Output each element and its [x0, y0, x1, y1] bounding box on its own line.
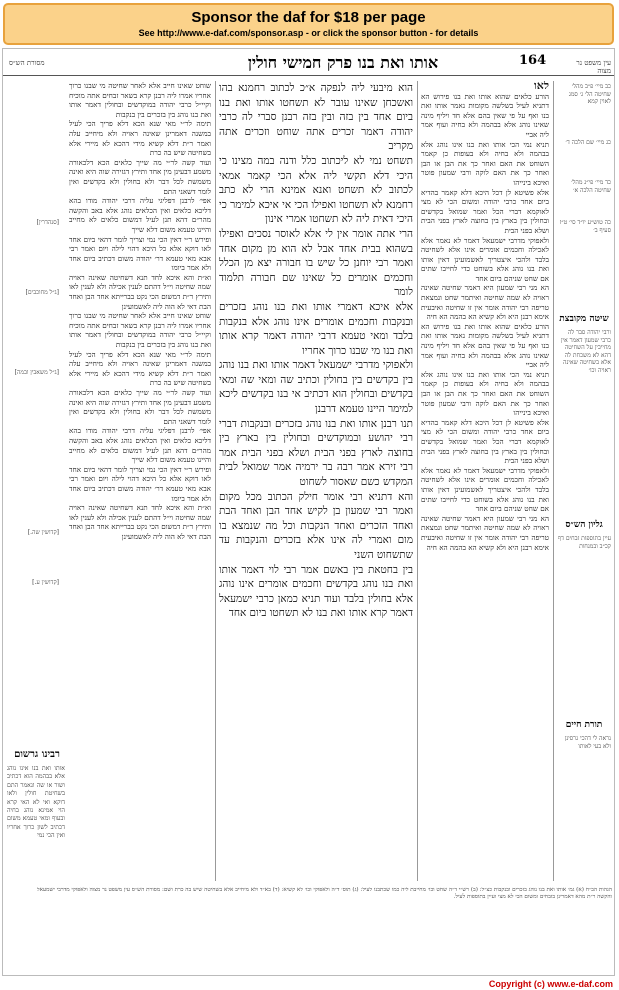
- rashi-paragraph: אלא פשיטא לן דכל היכא דלא קאמר בהדיא ביום אחד כרבי יהודה ומשום הכי לא מצי לאוקמא דברי הכל ואמר שמואל בקדשים ובחולין בין בארץ בין בחוצה לארץ בפני הבית ושלא בפני הבית: [421, 187, 549, 235]
- rashi-paragraph: ולאפוקי מדרבי ישמעאל דאמר לא נאמר אלא לאכילה וחכמים אומרים אינו אלא לשחיטה בלבד ולהכי איצטריך לאשמועינן דאין אותו ואת בנו נוהג אלא בשוחט כדי לחייבו שתים אם שחט שניהם ביום אחד: [421, 465, 549, 514]
- torat-chaim-text: נראה לי דהכי גרסינן ולא בעי לאותו: [564, 735, 611, 750]
- page-header: [3, 53, 614, 75]
- margin-note-left-3: [ג״ל משאבין ובמה]: [14, 369, 59, 376]
- tosafot-paragraph: שוחט שאינו חייב אלא לאחר שחיטה מי שבנו כרוך אחריו אמרו ליה רבנן קרא בשאר זבחים אתה מוכיח וקיי״ל כרבי יהודה במוקדשים ובחולין דאמר אותו ואת בנו נוהג בין בזכרים בין בנקבות: [69, 81, 211, 119]
- gemara-paragraph: בין בחטאת בין באשם אמר רבי לוי דאמר אותו ואת בנו נוהג בקדשים וחכמים אומרים אינו נוהג אלא בחולין בלבד ועוד תניא כמאן כרבי ישמעאל דאמר קרא אותו ואת בנו לא תשחטו ביום אחד: [219, 563, 413, 620]
- rashi-paragraph: הא מני רבי שמעון היא דאמר שחיטה שאינה ראויה לא שמה שחיטה ואיתמר שחט ונמצאת טריפה רבי יהודה אומר אין זו שחיטה ואיבעית אימא רבנן היא ולא קשיא הא בהמה הא חיה: [421, 283, 549, 322]
- gemara-paragraph: אלא איכא דאמרי אותו ואת בנו נוהג בזכרים ובנקבות וחכמים אומרים אינו נוהג אלא בנקבות בלבד ומאי טעמא דרבי יהודה דאמר קרא אותו ואת בנו מי שבנו כרוך אחריו: [219, 300, 413, 357]
- shita-mekubetzet-heading: שיטה מקובצת: [559, 314, 609, 324]
- ein-mishpat-note: כה טוש״ע יו״ד סי׳ ט״ז סעיף ב׳: [559, 219, 611, 234]
- footnotes-text: הגהות הב״ח (א) גמ׳ אותו ואת בנו נוהג בזכרים ובנקבות כצ״ל: (ב) רש״י ד״ה שחט וכו׳ מחייבת ליה כמו שכתבנו לעיל: (ג) תוס׳ ד״ה ולאפוקי וכו׳ לא קשיא: (ד) בא״ד ולא מיחייב אלא בשחיטה שיש בה כרת ושם: מסורת הש״ס עין משפט נר מצוה ולאפוקי מדרבי ישמעאל והקשה ר״ת מהא דאמרינן בזבחים ומשום הכי לא מצי ועיין בתוספות לעיל.: [37, 887, 612, 901]
- rashi-paragraph: ולאפוקי מדרבי ישמעאל דאמר לא נאמר אלא לאכילה וחכמים אומרים אינו אלא לשחיטה בלבד ולהכי איצטריך לאשמועינן דאין אותו ואת בנו נוהג אלא בשוחט כדי לחייבו שתים אם שחט שניהם ביום אחד: [421, 235, 549, 283]
- header-rule: [3, 75, 614, 76]
- column-divider: [215, 81, 216, 881]
- tosafot-paragraph: וא״ת והא איכא לחד תנא דשחיטה שאינה ראויה שמה שחיטה וי״ל דהתם לענין אכילה ולא לענין לאו ותירץ ר״ת דמשום הכי נקט בברייתא אחד הבן ואחד הבת דאי לא הוה ליה לאשמועינן: [69, 272, 211, 311]
- gemara-column: [219, 81, 413, 857]
- rashi-paragraph: הורע כלאים שהוא אותו ואת בנו פירוש הא דתניא לעיל בשלשה מקומות נאמר אותו ואת בנו ואף על פי שאין בהם אלא חד ויליף מינה שאינו נוהג אלא בבהמה ולא בחיה ועוף אמר ליה אביי: [421, 321, 549, 370]
- tosafot-paragraph: ופירש ר״י דאין הכי נמי וצריך לומר דהאי ביום אחד לאו דוקא אלא כל היכא דהוי לילה ויום ואמר רבי אבא מאי טעמא דר׳ יהודה משום דכתיב ביום אחד ולא אמר ביומו: [69, 234, 211, 273]
- margin-note-left-1: [סנהדרין]: [36, 219, 59, 226]
- rashi-paragraph: אלא פשיטא לן דכל היכא דלא קאמר בהדיא ביום אחד כרבי יהודה ומשום הכי לא מצי לאוקמא דברי הכל ואמר שמואל בקדשים ובחולין בין בארץ בין בחוצה לארץ בפני הבית ושלא בפני הבית: [421, 417, 549, 466]
- margin-note-left-2: [ג״ל מחוכבים]: [25, 289, 59, 296]
- tosafot-paragraph: ועוד קשה לר״י מה שייך כלאים הכא דלכאורה משמע דבעינן מין אחד ותירץ דגזירה שוה היא ואינה משמשת לכל דבר ולא בחולין ולא בקדשים ואין לומר דשאני התם: [69, 388, 211, 426]
- shita-mekubetzet-text: ורבי יהודה סבר לה כרבי שמעון דאמר אין מחייבין על השחיטה דהא לא משכחת לה אלא בשחיטה שאינה ראויה וכו׳: [560, 329, 611, 374]
- ein-mishpat-note: כג מיי׳ שם הלכה ד׳: [565, 139, 611, 146]
- rabbenu-gershom-text: אותו ואת בנו אינו נוהג אלא בבהמה הוא דכתיב ושור או שה ונאמר התם בשחיטת חולין ולאו דוקא ואי לא האי קרא הוי אמינא נוהג בחיה ובעוף ומאי טעמא משום דכתיב לשון כרוך אחריו ואין הכי נמי: [7, 765, 65, 840]
- sponsor-banner-subtitle[interactable]: See http://www.e-daf.com/sponsor.asp - or click the sponsor button - for details: [138, 28, 479, 38]
- gemara-paragraph: ולאפוקי מדרבי ישמעאל דאמר אותו ואת בנו נוהג בין בקדשים בין בחולין וכתיב שה ומאי שה ומאי בקדשים ובחולין הוא דכתיב אי בנו בקדשים ליכא למימר היינו טעמא דרבנן: [219, 359, 413, 416]
- right-column-label: עין משפט נר מצוה: [576, 59, 611, 75]
- ein-mishpat-note: כד מיי׳ פי״ג מהל׳ שחיטה הלכה א׳: [571, 179, 611, 194]
- tosafot-paragraph: וא״ת והא איכא לחד תנא דשחיטה שאינה ראויה שמה שחיטה וי״ל דהתם לענין אכילה ולא לענין לאו ותירץ ר״ת דמשום הכי נקט בברייתא אחד הבן ואחד הבת דאי לא הוה ליה לאשמועינן: [69, 503, 211, 541]
- gemara-paragraph: הרי אתה אומר אין לי אלא לאוסר נסכים ואפילו בשהוא בבית אחד אבל לא הוא מן מקום אחד ואמר רבי יוחנן כל שיש בו חבורה יצא מן הכלל וחכמים אומרים כל שאינו שם חבורה תלמוד לומר: [219, 227, 413, 299]
- sponsor-banner[interactable]: [3, 3, 614, 45]
- rabbenu-gershom-heading: רבינו גרשום: [14, 749, 60, 760]
- rashi-paragraph: תניא נמי הכי אותו ואת בנו אינו נוהג אלא בבהמה ולא בחיה ולא בעופות כן קאמר השוחט את האם ואחר כך את הבן או הבן ואחר כך את האם לוקה ורבי שמעון פוטר ואיכא בינייהו: [421, 369, 549, 418]
- margin-note-left-4: [קדושין שה.]: [27, 529, 59, 536]
- gemara-paragraph: והא דתניא רבי אומר חילק הכתוב מכל מקום ואמר רבי שמעון בן לקיש אחד הבן ואחד הבת ואחד הזכרים ואחד הנקבות וכל מה שנמצא בו מום ואמרי לה אינו אלא בזכרים והנקבות עד שתשחוט השני: [219, 490, 413, 561]
- tosafot-paragraph: שוחט שאינו חייב אלא לאחר שחיטה מי שבנו כרוך אחריו אמרו ליה רבנן קרא בשאר זבחים אתה מוכיח וקיי״ל כרבי יהודה במוקדשים ובחולין דאמר אותו ואת בנו נוהג בין בזכרים בין בנקבות: [69, 311, 211, 350]
- talmud-page: [2, 48, 615, 976]
- tosafot-paragraph: תימה לר״י מאי שנא הכא דלא פריך הכי לעיל במשנה דאמרינן שאינה ראויה ולא מיחייב עלה ואמר ר״ת דלא קשיא מידי דהכא לא מיירי אלא בשחיטה שיש בה כרת: [69, 349, 211, 388]
- tosafot-column: [69, 81, 211, 881]
- page-number: 164: [519, 53, 547, 68]
- column-divider: [553, 81, 554, 881]
- rashi-column: [421, 81, 549, 881]
- footnotes-section: [37, 887, 612, 971]
- opening-word: לאו: [533, 81, 549, 92]
- margin-note-left-5: [קדושין ע.]: [32, 579, 59, 586]
- ein-mishpat-note: כב מיי׳ פ״ב מהל׳ שחיטה הל׳ ג׳ סמג לאוין קמא: [568, 83, 611, 105]
- gemara-paragraph: תנו רבנן אותו ואת בנו נוהג בזכרים ובנקבות דברי רבי יהושע ובמוקדשים ובחולין בין בארץ בין בחוצה לארץ בפני הבית ושלא בפני הבית אמר רבי זירא אמר רבה בר ירמיה אמר שמואל לבית המקדש כשם שאסור לשחוט: [219, 417, 413, 489]
- tosafot-paragraph: ועוד קשה לר״י מה שייך כלאים הכא דלכאורה משמע דבעינן מין אחד ותירץ דגזירה שוה היא ואינה משמשת לכל דבר ולא בחולין ולא בקדשים ואין לומר דשאני התם: [69, 157, 211, 196]
- rashi-paragraph: הא מני רבי שמעון היא דאמר שחיטה שאינה ראויה לא שמה שחיטה ואיתמר שחט ונמצאת טריפה רבי יהודה אומר אין זו שחיטה ואיבעית אימא רבנן היא ולא קשיא הא בהמה הא חיה: [421, 513, 549, 552]
- tosafot-paragraph: אפי׳ לרבנן דפליגי עליה דרבי יהודה מודו בהא דליכא כלאים ואין הכלאים נוהג אלא באב והקשה מהר״ם דהא תנן לעיל דמשום כלאים לא מחייב והיינו טעמא משום דלא שייך: [69, 426, 211, 465]
- gemara-paragraph: הוא מיבעי ליה לנפקה א״כ לכתוב רחמנא בהו ואשכחן שאינו עובר לא תשחטו אותו ואת בנו ביום אחד בין בזה ובין בזה רבנן סברי לה כרבי יהודה דאמר זכרים אתה שוחט וזכרים אתה מקריב: [219, 82, 413, 153]
- tosafot-paragraph: ופירש ר״י דאין הכי נמי וצריך לומר דהאי ביום אחד לאו דוקא אלא כל היכא דהוי לילה ויום ואמר רבי אבא מאי טעמא דר׳ יהודה משום דכתיב ביום אחד ולא אמר ביומו: [69, 464, 211, 503]
- gemara-paragraph: תשחט נמי לא ליכתוב כלל ודנה במה מצינו כי היכי דלא תקשי ליה אלא הכי קאמר אמאי לכתוב לא תשחט ואנא אמינא הרי לא כתב רחמנא לא תשחטו ואפילו הכי אי איכא למימר כי היכי דאית ליה לא תשחטו אמרי אינון: [219, 154, 413, 226]
- rabbenu-gershom-column: [7, 765, 65, 883]
- rashi-paragraph: הורע כלאים שהוא אותו ואת בנו פירוש הא דתניא לעיל בשלשה מקומות נאמר אותו ואת בנו ואף על פי שאין בהם אלא חד ויליף מינה שאינו נוהג אלא בבהמה ולא בחיה ועוף אמר ליה אביי: [421, 91, 549, 139]
- gilyon-hashas-text: עיין בתוספות זבחים דף קכ״ב ובמנחות: [557, 535, 611, 550]
- column-divider: [417, 81, 418, 881]
- chapter-title: אותו ואת בנו פרק חמישי חולין: [247, 53, 439, 72]
- sponsor-banner-title[interactable]: Sponsor the daf for $18 per page: [191, 9, 426, 26]
- gilyon-hashas-heading: גליון הש״ס: [565, 520, 603, 530]
- tosafot-paragraph: תימה לר״י מאי שנא הכא דלא פריך הכי לעיל במשנה דאמרינן שאינה ראויה ולא מיחייב עלה ואמר ר״ת דלא קשיא מידי דהכא לא מיירי אלא בשחיטה שיש בה כרת: [69, 119, 211, 158]
- left-column-label: מסורת הש״ס: [9, 59, 45, 67]
- copyright-notice[interactable]: Copyright (c) www.e-daf.com: [488, 979, 613, 989]
- torat-chaim-heading: תורת חיים: [565, 720, 603, 730]
- tosafot-paragraph: אפי׳ לרבנן דפליגי עליה דרבי יהודה מודו בהא דליכא כלאים ואין הכלאים נוהג אלא באב והקשה מהר״ם דהא תנן לעיל דמשום כלאים לא מחייב והיינו טעמא משום דלא שייך: [69, 196, 211, 234]
- rashi-paragraph: תניא נמי הכי אותו ואת בנו אינו נוהג אלא בבהמה ולא בחיה ולא בעופות כן קאמר השוחט את האם ואחר כך את הבן או הבן ואחר כך את האם לוקה ורבי שמעון פוטר ואיכא בינייהו: [421, 139, 549, 187]
